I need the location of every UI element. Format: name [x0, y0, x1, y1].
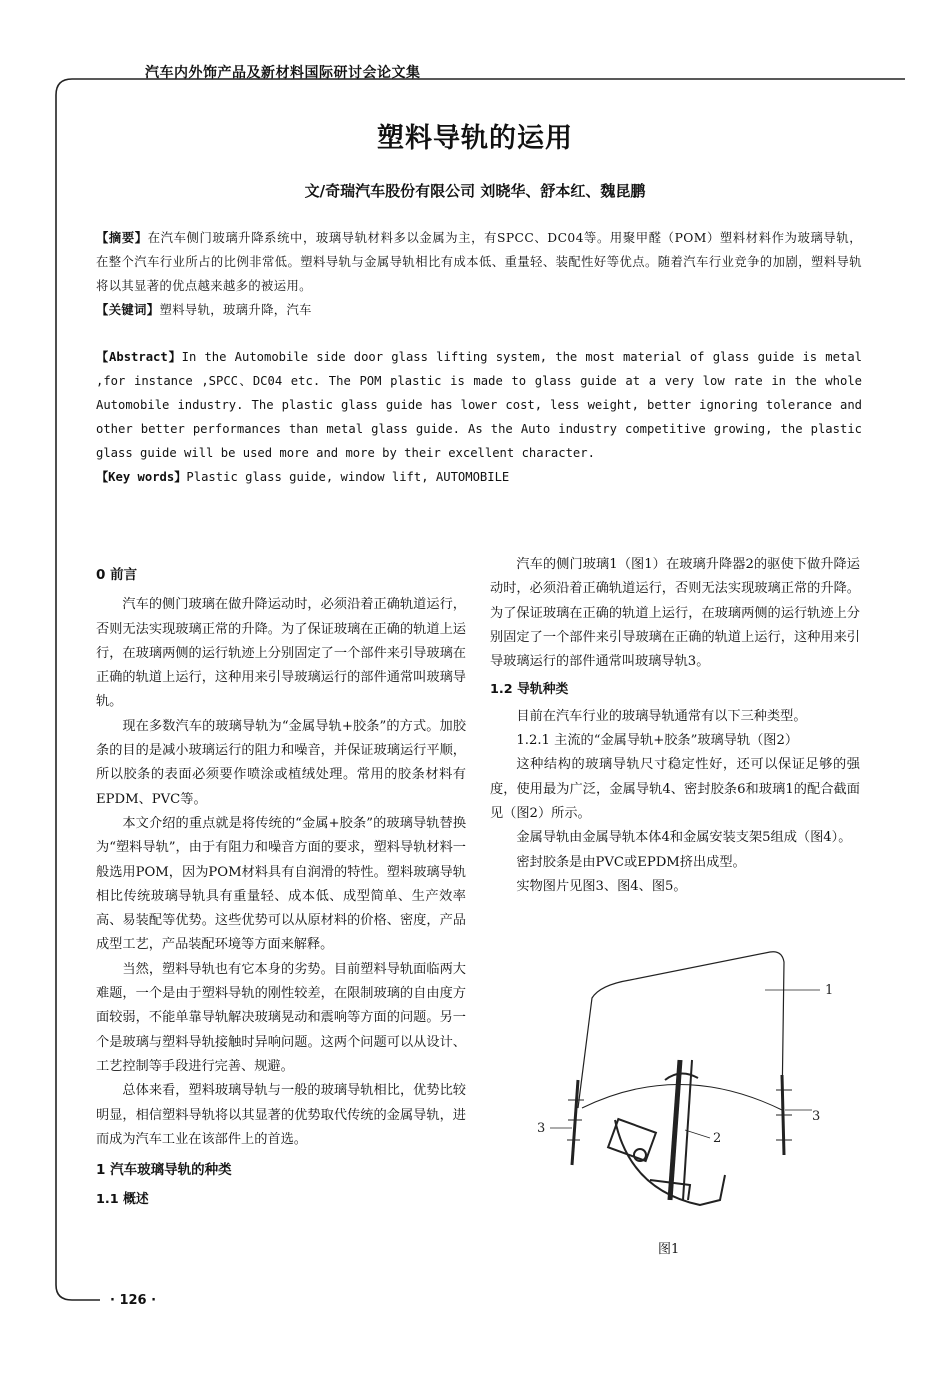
- running-header: 汽车内外饰产品及新材料国际研讨会论文集: [145, 65, 421, 81]
- keywords-en-text: Plastic glass guide, window lift, AUTOMOBILE: [186, 470, 510, 484]
- keywords-english: [96, 465, 862, 489]
- figure-1-window-lift-drawing: [520, 950, 850, 1230]
- paragraph: 金属导轨由金属导轨本体4和金属安装支架5组成（图4）。: [516, 830, 852, 846]
- subsection-heading-1-2: 1.2 导轨种类: [490, 682, 569, 698]
- paragraph: 总体来看，塑料玻璃导轨与一般的玻璃导轨相比，优势比较明显，相信塑料导轨将以其显著的优势取代传统的金属导轨，进而成为汽车工业在该部件上的首选。: [96, 1083, 466, 1147]
- glass-lower-curve: [582, 1084, 782, 1110]
- abstract-cn-text: 在汽车侧门玻璃升降系统中，玻璃导轨材料多以金属为主，有SPCC、DC04等。用聚甲醛（POM）塑料材料作为玻璃导轨，在整个汽车行业所占的比例非常低。塑料导轨与金属导轨相比有成本低、重量轻、装配性好等优点。随着汽车行业竞争的加剧，塑料导轨将以其显著的优点越来越多的被运用。: [96, 231, 862, 293]
- keywords-cn-text: 塑料导轨，玻璃升降，汽车: [159, 303, 312, 317]
- paragraph: 当然，塑料导轨也有它本身的劣势。目前塑料导轨面临两大难题，一个是由于塑料导轨的刚性较差，在限制玻璃的自由度方面较弱，不能单靠导轨解决玻璃晃动和震响等方面的问题。另一个是玻璃与塑料导轨接触时异响问题。这两个问题可以从设计、工艺控制等手段进行完善、规避。: [96, 961, 466, 1074]
- keywords-chinese: [96, 298, 862, 322]
- paragraph: 密封胶条是由PVC或EPDM挤出成型。: [516, 854, 746, 870]
- leader-line-2: [685, 1130, 710, 1138]
- paragraph: 汽车的侧门玻璃在做升降运动时，必须沿着正确轨道运行，否则无法实现玻璃正常的升降。为了保证玻璃在正确的轨道上运行，在玻璃两侧的运行轨迹上分别固定了一个部件来引导玻璃在正确的轨道上运行，这种用来引导玻璃运行的部件通常叫玻璃导轨。: [96, 597, 466, 710]
- page-number: · 126 ·: [110, 1293, 157, 1308]
- figure-label-3-right: 3: [812, 1109, 821, 1124]
- abstract-en-label: 【Abstract】: [96, 350, 182, 364]
- regulator-rail: [670, 1060, 680, 1200]
- article-title: 塑料导轨的运用: [377, 123, 573, 154]
- subsection-heading-1-1: 1.1 概述: [96, 1192, 149, 1208]
- left-guide-rail: [572, 1080, 578, 1165]
- paragraph: 目前在汽车行业的玻璃导轨通常有以下三种类型。: [516, 708, 807, 724]
- paragraph: 汽车的侧门玻璃1（图1）在玻璃升降器2的驱使下做升降运动时，必须沿着正确轨道运行，否则无法实现玻璃正常的升降。为了保证玻璃在正确的轨道上运行，在玻璃两侧的运行轨迹上分别固定了一个部件来引导玻璃在正确的轨道上运行，这种用来引导玻璃运行的部件通常叫玻璃导轨3。: [490, 557, 860, 670]
- article-authors: 文/奇瑞汽车股份有限公司 刘晓华、舒本红、魏昆鹏: [304, 182, 646, 200]
- abstract-cn-label: 【摘要】: [96, 230, 148, 245]
- figure-label-1: 1: [825, 983, 834, 998]
- figure-label-3-left: 3: [537, 1121, 546, 1136]
- keywords-en-label: 【Key words】: [96, 470, 187, 484]
- figure-label-2: 2: [713, 1131, 722, 1146]
- section-heading-1: 1 汽车玻璃导轨的种类: [96, 1162, 232, 1179]
- figure-1-caption: 图1: [658, 1242, 680, 1257]
- paragraph: 这种结构的玻璃导轨尺寸稳定性好，还可以保证足够的强度，使用最为广泛，金属导轨4、密封胶条6和玻璃1的配合截面见（图2）所示。: [490, 757, 860, 821]
- section-heading-0: 0 前言: [96, 567, 138, 583]
- paragraph: 实物图片见图3、图4、图5。: [516, 878, 687, 894]
- keywords-cn-label: 【关键词】: [96, 302, 160, 317]
- paragraph: 1.2.1 主流的“金属导轨+胶条”玻璃导轨（图2）: [516, 733, 799, 749]
- abstract-en-text: In the Automobile side door glass lifting system, the most material of glass guide is metal ,for instance ,SPCC、DC04 etc. The POM plastic is made to glass guide at a very low rate in the whole Automobile industry. The plastic glass guide has lower cost, less weight, better ignoring tolerance and other better performances than metal glass guide. As the Auto industry competitive growing, the plastic glass guide will be used more and more by their excellent character.: [96, 350, 862, 460]
- left-column: [96, 557, 466, 1215]
- right-column: [490, 553, 860, 899]
- abstract-chinese: [96, 226, 862, 298]
- paragraph: 本文介绍的重点就是将传统的“金属+胶条”的玻璃导轨替换为“塑料导轨”，由于有阻力和噪音方面的要求，塑料导轨材料一般选用POM，因为POM材料具有自润滑的特性。塑料玻璃导轨相比传统玻璃导轨具有重量轻、成本低、成型简单、生产效率高、易装配等优势。这些优势可以从原材料的价格、密度，产品成型工艺，产品装配环境等方面来解释。: [96, 815, 466, 953]
- abstract-english: [96, 345, 862, 465]
- paragraph: 现在多数汽车的玻璃导轨为“金属导轨+胶条”的方式。加胶条的目的是减小玻璃运行的阻力和噪音，并保证玻璃运行平顺，所以胶条的表面必须要作喷涂或植绒处理。常用的胶条材料有EPDM、PVC等。: [96, 718, 466, 807]
